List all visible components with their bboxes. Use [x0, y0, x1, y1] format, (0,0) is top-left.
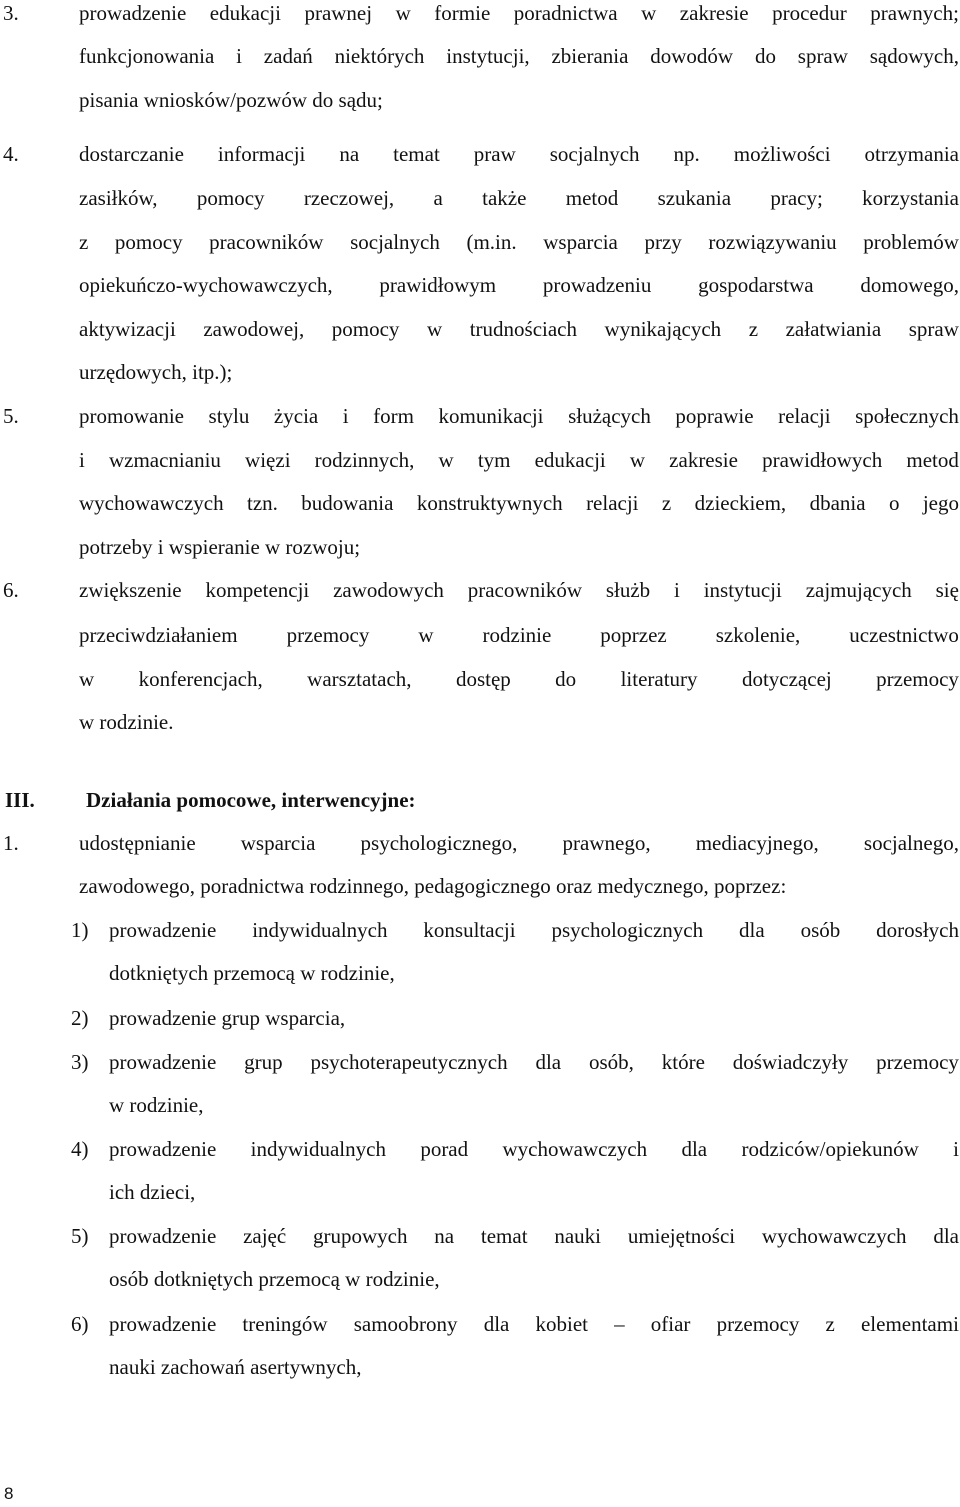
subitem-number: 4) [71, 1137, 89, 1161]
item-text-line: zasiłków, pomocy rzeczowej, a także metod szukania pracy; korzystania [79, 186, 959, 210]
subitem-text-line: dotkniętych przemocą w rodzinie, [109, 961, 395, 985]
subitem-number: 2) [71, 1006, 89, 1030]
item-text-line: udostępnianie wsparcia psychologicznego, prawnego, mediacyjnego, socjalnego, [79, 831, 959, 855]
item-text-line: zwiększenie kompetencji zawodowych pracowników służb i instytucji zajmujących się [79, 578, 959, 602]
item-text-line: funkcjonowania i zadań niektórych instytucji, zbierania dowodów do spraw sądowych, [79, 44, 959, 68]
item-text-line: w konferencjach, warsztatach, dostęp do literatury dotyczącej przemocy [79, 667, 959, 691]
subitem-number: 1) [71, 918, 89, 942]
subitem-number: 5) [71, 1224, 89, 1248]
subitem-number: 3) [71, 1050, 89, 1074]
subitem-text-line: osób dotkniętych przemocą w rodzinie, [109, 1267, 440, 1291]
subitem-text-line: w rodzinie, [109, 1093, 204, 1117]
subitem-text-line: prowadzenie grup psychoterapeutycznych dla osób, które doświadczyły przemocy [109, 1050, 959, 1074]
item-text-line: w rodzinie. [79, 710, 174, 734]
subitem-text-line: nauki zachowań asertywnych, [109, 1355, 362, 1379]
item-number: 3. [3, 1, 19, 25]
item-text-line: potrzeby i wspieranie w rozwoju; [79, 535, 361, 559]
item-number: 5. [3, 404, 19, 428]
item-text-line: urzędowych, itp.); [79, 360, 233, 384]
item-text-line: z pomocy pracowników socjalnych (m.in. wsparcia przy rozwiązywaniu problemów [79, 230, 959, 254]
subitem-text-line: prowadzenie zajęć grupowych na temat nauki umiejętności wychowawczych dla [109, 1224, 959, 1248]
page-number: 8 [4, 1484, 14, 1503]
item-text-line: dostarczanie informacji na temat praw socjalnych np. możliwości otrzymania [79, 142, 959, 166]
item-text-line: opiekuńczo-wychowawczych, prawidłowym prowadzeniu gospodarstwa domowego, [79, 273, 959, 297]
subitem-text-line: prowadzenie indywidualnych konsultacji psychologicznych dla osób dorosłych [109, 918, 959, 942]
item-text-line: aktywizacji zawodowej, pomocy w trudnościach wynikających z załatwiania spraw [79, 317, 959, 341]
item-text-line: pisania wniosków/pozwów do sądu; [79, 88, 383, 112]
item-text-line: zawodowego, poradnictwa rodzinnego, pedagogicznego oraz medycznego, poprzez: [79, 874, 787, 898]
item-number: 1. [3, 831, 19, 855]
item-text-line: prowadzenie edukacji prawnej w formie poradnictwa w zakresie procedur prawnych; [79, 1, 959, 25]
item-number: 6. [3, 578, 19, 602]
subitem-text-line: prowadzenie treningów samoobrony dla kobiet – ofiar przemocy z elementami [109, 1312, 959, 1336]
item-number: 4. [3, 142, 19, 166]
subitem-text-line: ich dzieci, [109, 1180, 196, 1204]
item-text-line: przeciwdziałaniem przemocy w rodzinie poprzez szkolenie, uczestnictwo [79, 623, 959, 647]
item-text-line: i wzmacnianiu więzi rodzinnych, w tym edukacji w zakresie prawidłowych metod [79, 448, 959, 472]
subitem-number: 6) [71, 1312, 89, 1336]
item-text-line: promowanie stylu życia i form komunikacji służących poprawie relacji społecznych [79, 404, 959, 428]
subitem-text-line: prowadzenie indywidualnych porad wychowawczych dla rodziców/opiekunów i [109, 1137, 959, 1161]
section-number: III. [5, 788, 35, 812]
section-title: Działania pomocowe, interwencyjne: [86, 788, 416, 812]
item-text-line: wychowawczych tzn. budowania konstruktywnych relacji z dzieckiem, dbania o jego [79, 491, 959, 515]
subitem-text-line: prowadzenie grup wsparcia, [109, 1006, 346, 1030]
